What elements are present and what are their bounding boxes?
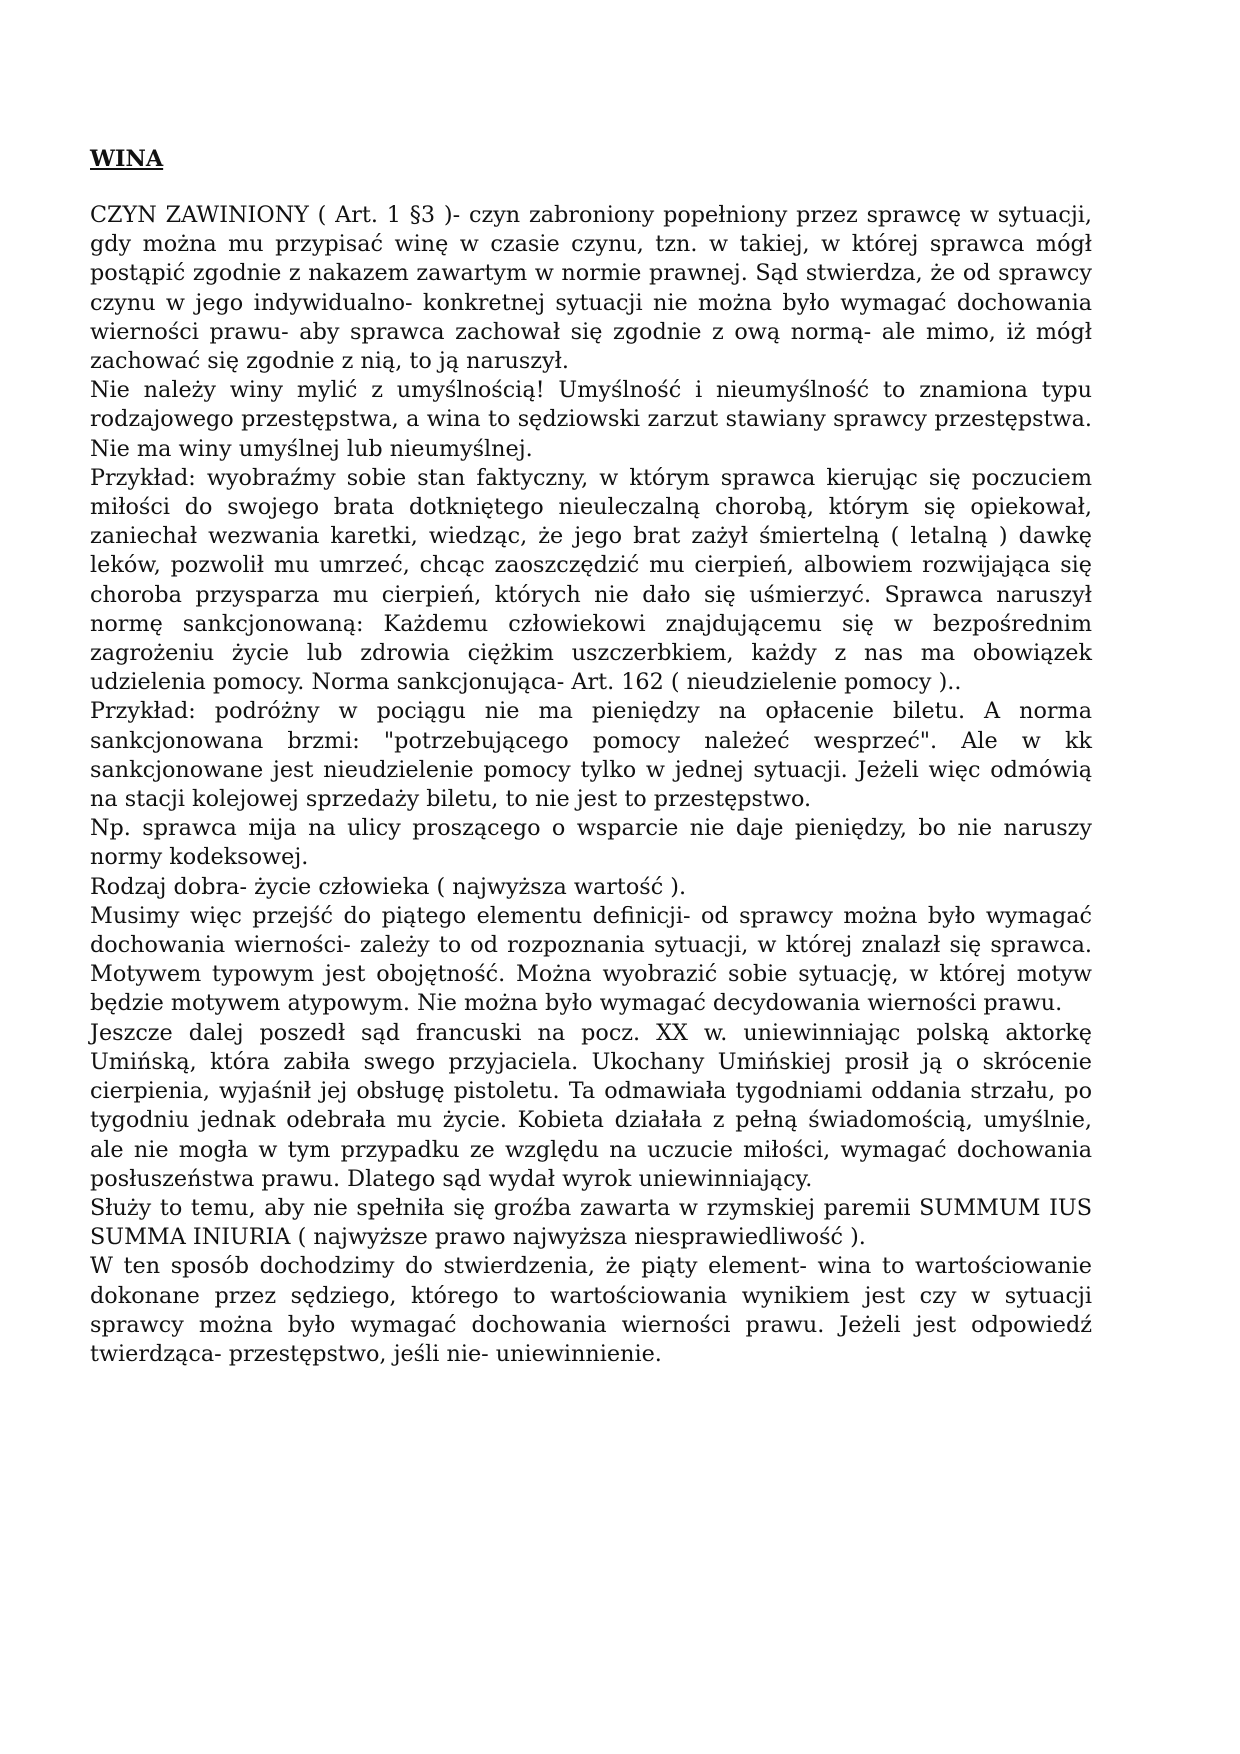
paragraph-legal-good: Rodzaj dobra- życie człowieka ( najwyższa wartość ).	[90, 873, 687, 900]
paragraph-definition: CZYN ZAWINIONY ( Art. 1 §3 )- czyn zabroniony popełniony przez sprawcę w sytuacji, gdy można mu przypisać winę w czasie czynu, tzn. w takiej, w której sprawca mógł postąpić zgodnie z nakazem zawartym w normie prawnej. Sąd stwierdza, że od sprawcy czynu w jego indywidualno- konkretnej sytuacji nie można było wymagać dochowania wierności prawu- aby sprawca zachował się zgodnie z ową normą- ale mimo, iż mógł zachować się zgodnie z nią, to ją naruszył.	[90, 202, 1092, 375]
document-page	[90, 145, 1092, 1369]
paragraph-example-street: Np. sprawca mija na ulicy proszącego o wsparcie nie daje pieniędzy, bo nie naruszy normy kodeksowej.	[90, 815, 1092, 871]
paragraph-example-brother: Przykład: wyobraźmy sobie stan faktyczny, w którym sprawca kierując się poczuciem miłości do swojego brata dotkniętego nieuleczalną chorobą, którym się opiekował, zaniechał wezwania karetki, wiedząc, że jego brat zażył śmiertelną ( letalną ) dawkę leków, pozwolił mu umrzeć, chcąc zaoszczędzić mu cierpień, albowiem rozwijająca się choroba przysparza mu cierpień, których nie dało się uśmierzyć. Sprawca naruszył normę sankcjonowaną: Każdemu człowiekowi znajdującemu się w bezpośrednim zagrożeniu życie lub zdrowia ciężkim uszczerbkiem, każdy z nas ma obowiązek udzielenia pomocy. Norma sankcjonująca- Art. 162 ( nieudzielenie pomocy )..	[90, 464, 1092, 696]
paragraph-french-court: Jeszcze dalej poszedł sąd francuski na pocz. XX w. uniewinniając polską aktorkę Umińską, która zabiła swego przyjaciela. Ukochany Umińskiej prosił ją o skrócenie cierpienia, wyjaśnił jej obsługę pistoletu. Ta odmawiała tygodniami oddania strzału, po tygodniu jednak odebrała mu życie. Kobieta działała z pełną świadomością, umyślnie, ale nie mogła w tym przypadku ze względu na uczucie miłości, wymagać dochowania posłuszeństwa prawu. Dlatego sąd wydał wyrok uniewinniający.	[90, 1019, 1092, 1192]
paragraph-distinction: Nie należy winy mylić z umyślnością! Umyślność i nieumyślność to znamiona typu rodzajowego przestępstwa, a wina to sędziowski zarzut stawiany sprawcy przestępstwa. Nie ma winy umyślnej lub nieumyślnej.	[90, 377, 1092, 462]
paragraph-example-ticket: Przykład: podróżny w pociągu nie ma pieniędzy na opłacenie biletu. A norma sankcjonowana brzmi: "potrzebującego pomocy należeć wesprzeć". Ale w kk sankcjonowane jest nieudzielenie pomocy tylko w jednej sytuacji. Jeżeli więc odmówią na stacji kolejowej sprzedaży biletu, to nie jest to przestępstwo.	[90, 698, 1092, 813]
document-title: WINA	[90, 146, 164, 172]
paragraph-maxim: Służy to temu, aby nie spełniła się groźba zawarta w rzymskiej paremii SUMMUM IUS SUMMA INIURIA ( najwyższe prawo najwyższa niesprawiedliwość ).	[90, 1194, 1092, 1251]
paragraph-conclusion: W ten sposób dochodzimy do stwierdzenia, że piąty element- wina to wartościowanie dokonane przez sędziego, którego to wartościowania wynikiem jest czy w sytuacji sprawcy można było wymagać dochowania wierności prawu. Jeżeli jest odpowiedź twierdząca- przestępstwo, jeśli nie- uniewinnienie.	[90, 1253, 1092, 1367]
paragraph-fifth-element: Musimy więc przejść do piątego elementu definicji- od sprawcy można było wymagać dochowania wierności- zależy to od rozpoznania sytuacji, w której znalazł się sprawca. Motywem typowym jest obojętność. Można wyobrazić sobie sytuację, w której motyw będzie motywem atypowym. Nie można było wymagać decydowania wierności prawu.	[90, 902, 1092, 1017]
